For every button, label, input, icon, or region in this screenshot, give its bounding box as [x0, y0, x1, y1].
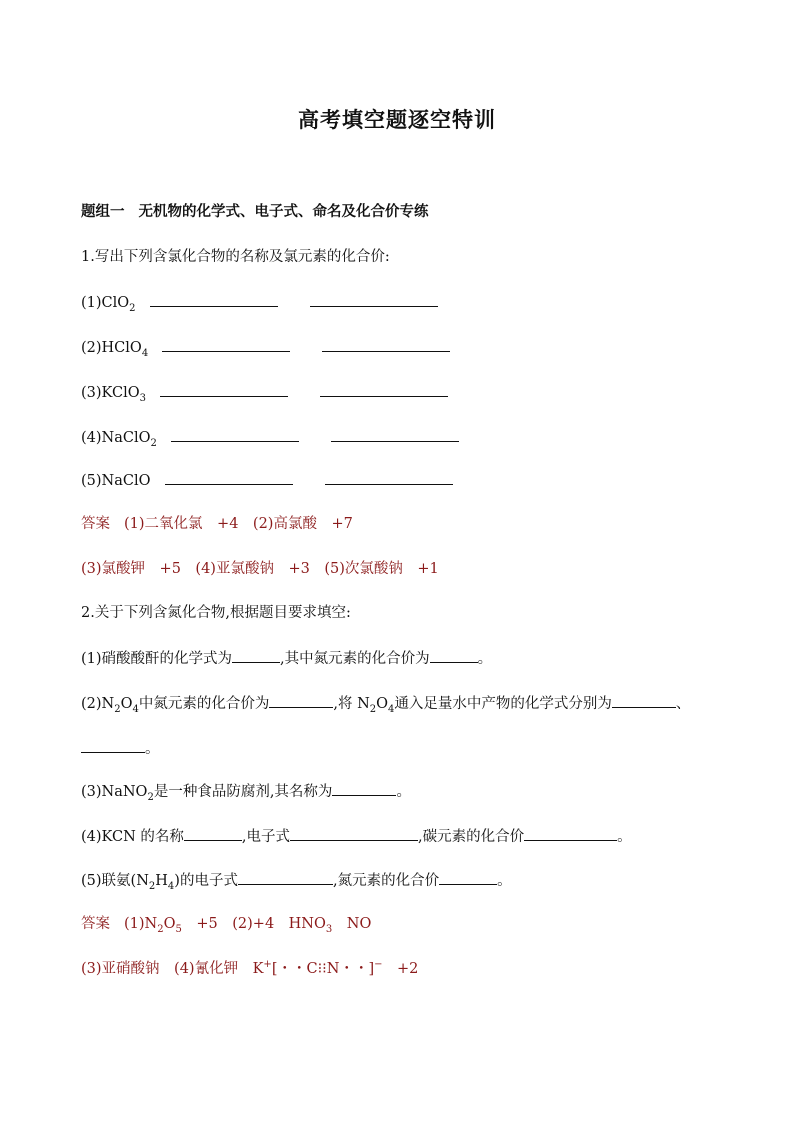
- prompt-text: ,氮元素的化合价: [332, 873, 440, 889]
- q2-part-5: [81, 870, 512, 891]
- answer-blank[interactable]: [439, 870, 497, 885]
- answer-blank[interactable]: [290, 826, 418, 841]
- answer-text: +5 (2)+4 HNO: [181, 916, 326, 932]
- answer-blank[interactable]: [612, 693, 676, 708]
- prompt-text: O: [376, 696, 389, 712]
- formula-text: (5)NaClO: [81, 473, 151, 489]
- q2-answer-line-1: [81, 914, 371, 934]
- answer-blank[interactable]: [320, 382, 448, 397]
- formula-text: (3)KClO: [81, 385, 140, 401]
- formula-subscript: 3: [139, 392, 146, 404]
- prompt-text: 通入足量水中产物的化学式分别为: [394, 696, 612, 712]
- q1-item-4: [81, 427, 459, 448]
- q1-answer-line-1: [81, 514, 353, 534]
- prompt-text: ,碳元素的化合价: [417, 829, 525, 845]
- answer-text: (3)亚硝酸钠 (4)氰化钾 K: [81, 961, 264, 977]
- answer-blank[interactable]: [171, 427, 299, 442]
- group-topic: 无机物的化学式、电子式、命名及化合价专练: [138, 204, 429, 220]
- formula-subscript: 3: [325, 923, 333, 935]
- answer-blank[interactable]: [162, 337, 290, 352]
- prompt-text: (3)NaNO: [81, 784, 148, 800]
- q2-part-3: [81, 781, 411, 802]
- q1-item-2: [81, 337, 450, 358]
- formula-subscript: 2: [150, 437, 157, 449]
- answer-blank[interactable]: [160, 382, 288, 397]
- answer-blank[interactable]: [524, 826, 617, 841]
- answer-label: 答案: [81, 916, 110, 932]
- charge-superscript: +: [263, 959, 272, 971]
- formula-subscript: 2: [148, 880, 156, 892]
- prompt-text: ,电子式: [241, 829, 290, 845]
- answer-text: O: [163, 916, 176, 932]
- q1-item-5: [81, 470, 453, 491]
- prompt-text: O: [120, 696, 133, 712]
- prompt-text: 。: [396, 784, 411, 800]
- group1-heading: [81, 202, 429, 222]
- prompt-text: H: [155, 873, 168, 889]
- formula-subscript: 2: [157, 923, 164, 935]
- formula-text: (4)NaClO: [81, 430, 151, 446]
- formula-subscript: 5: [175, 923, 182, 935]
- answer-text: +2: [382, 961, 419, 977]
- q2-part-2-cont: [81, 738, 160, 759]
- answer-blank[interactable]: [322, 337, 450, 352]
- q2-part-2: [81, 693, 690, 714]
- formula-subscript: 4: [388, 703, 395, 715]
- prompt-text: 。: [145, 741, 160, 757]
- prompt-text: 。: [617, 829, 632, 845]
- electron-formula: [・・C⁝⁝N・・]: [271, 961, 375, 977]
- formula-subscript: 2: [129, 302, 136, 314]
- q2-answer-line-2: [81, 959, 418, 979]
- answer-blank[interactable]: [165, 470, 293, 485]
- prompt-text: (2)N: [81, 696, 115, 712]
- formula-text: (2)HClO: [81, 340, 142, 356]
- q2-part-4: [81, 826, 632, 847]
- answer-blank[interactable]: [331, 427, 459, 442]
- prompt-text: 是一种食品防腐剂,其名称为: [153, 784, 333, 800]
- formula-subscript: 2: [147, 791, 154, 803]
- prompt-text: ,将 N: [333, 696, 370, 712]
- answer-blank[interactable]: [332, 781, 396, 796]
- formula-subscript: 2: [369, 703, 377, 715]
- answer-text: (1)二氧化氯 +4 (2)高氯酸 +7: [124, 516, 353, 532]
- prompt-text: 。: [497, 873, 512, 889]
- prompt-text: (4)KCN 的名称: [81, 829, 184, 845]
- prompt-text: )的电子式: [174, 873, 238, 889]
- formula-subscript: 4: [167, 880, 175, 892]
- formula-text: (1)ClO: [81, 295, 130, 311]
- question-1-stem: 1.写出下列含氯化合物的名称及氯元素的化合价:: [81, 249, 390, 265]
- answer-blank[interactable]: [238, 870, 333, 885]
- answer-blank[interactable]: [184, 826, 242, 841]
- charge-superscript: −: [374, 959, 383, 971]
- prompt-text: 中氮元素的化合价为: [138, 696, 270, 712]
- answer-blank[interactable]: [150, 292, 278, 307]
- answer-blank[interactable]: [232, 648, 280, 663]
- prompt-text: 、: [675, 696, 691, 712]
- answer-text: (1)N: [124, 916, 158, 932]
- prompt-text: (1)硝酸酸酐的化学式为: [81, 651, 233, 667]
- answer-blank[interactable]: [310, 292, 438, 307]
- prompt-text: ,其中氮元素的化合价为: [280, 651, 430, 667]
- question-2-stem: 2.关于下列含氮化合物,根据题目要求填空:: [81, 605, 351, 621]
- page-title: 高考填空题逐空特训: [298, 108, 496, 132]
- group-label: 题组一: [81, 204, 125, 220]
- q1-answer-line-2: (3)氯酸钾 +5 (4)亚氯酸钠 +3 (5)次氯酸钠 +1: [81, 561, 439, 577]
- q1-item-1: [81, 292, 438, 313]
- prompt-text: (5)联氨(N: [81, 873, 149, 889]
- formula-subscript: 4: [132, 703, 139, 715]
- q1-item-3: [81, 382, 448, 403]
- prompt-text: 。: [477, 651, 493, 667]
- answer-blank[interactable]: [325, 470, 453, 485]
- answer-blank[interactable]: [81, 738, 145, 753]
- answer-blank[interactable]: [430, 648, 478, 663]
- formula-subscript: 4: [141, 347, 149, 359]
- answer-text: NO: [332, 916, 372, 932]
- q2-part-1: [81, 648, 492, 669]
- formula-subscript: 2: [114, 703, 121, 715]
- answer-blank[interactable]: [269, 693, 333, 708]
- answer-label: 答案: [81, 516, 110, 532]
